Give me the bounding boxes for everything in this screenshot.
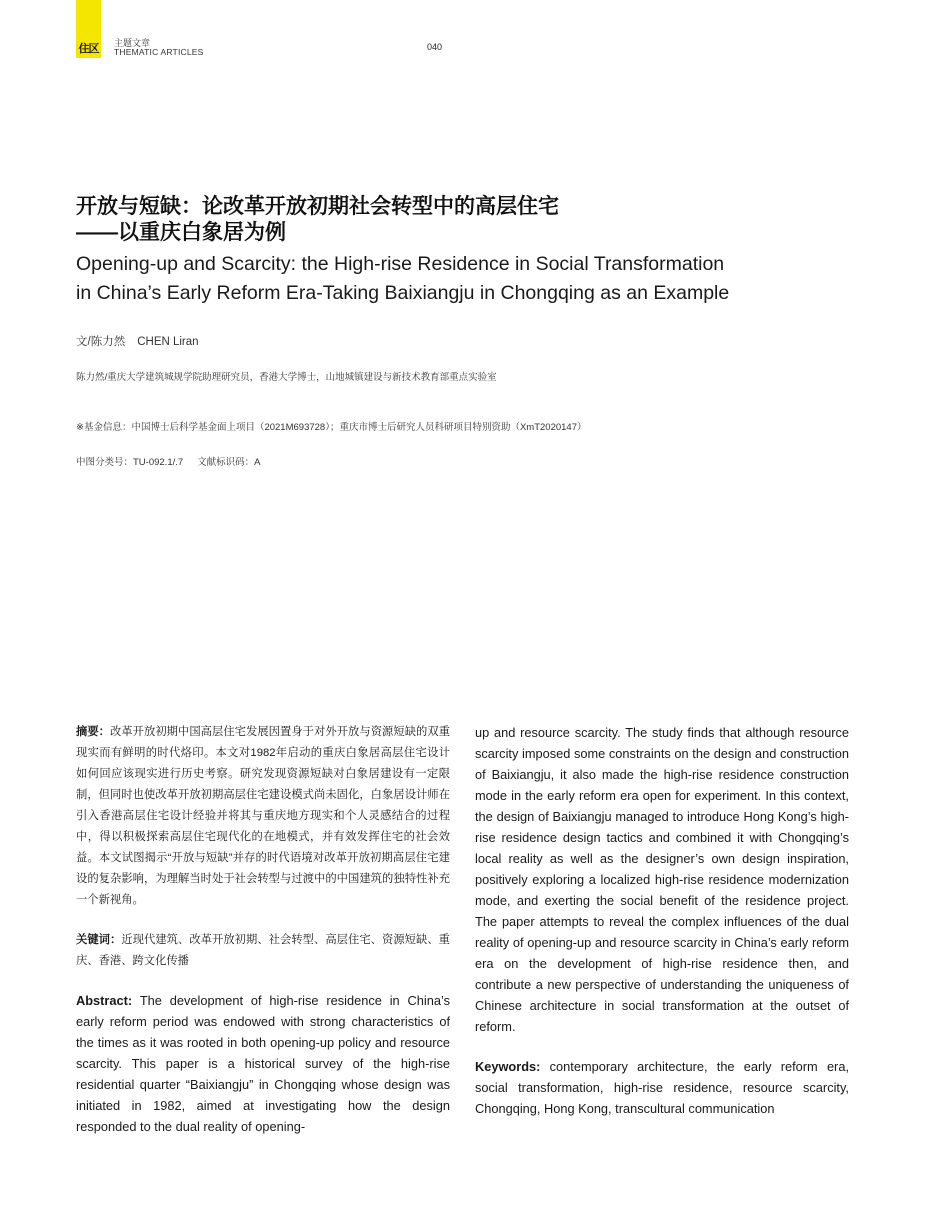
title-cn — [76, 194, 776, 246]
journal-logo — [76, 0, 101, 58]
document-code: 文献标识码：A — [197, 457, 261, 468]
author-en: CHEN Liran — [137, 336, 199, 348]
title-cn-line2: ——以重庆白象居为例 — [76, 221, 286, 244]
keywords-cn-label: 关键词： — [76, 934, 122, 946]
author-line — [76, 333, 199, 349]
section-label-cn: 主题文章 — [114, 38, 151, 48]
abstract-en-text-left: The development of high-rise residence in China’s early reform period was endowed with strong characteristics of the times as it was rooted in both opening-up policy and resource scarcity. This paper is a historical survey of the high-rise residential quarter “Baixiangju” in Chongqing whose design was initiated in 1982, aimed at investigating how the design responded to the dual reality of opening- — [76, 993, 450, 1134]
clc-number: 中图分类号：TU-092.1/.7 — [76, 457, 184, 468]
title-en-line2: in China’s Early Reform Era-Taking Baixiangju in Chongqing as an Example — [76, 282, 730, 304]
abstract-cn-label: 摘要： — [76, 726, 111, 738]
abstract-en-text-right: up and resource scarcity. The study finds that although resource scarcity imposed some constraints on the design and construction of Baixiangju, it also made the high-rise residence construction mode in the early reform era open for experiment. In this context, the design of Baixiangju managed to introduce Hong Kong’s high-rise residence design tactics and combined it with Chongqing’s local reality as well as the designer’s own design inspiration, positively exploring a localized high-rise residence modernization mode, and exerting the social benefit of the residence project. The paper attempts to reveal the complex influences of the dual reality of opening-up and resource scarcity in China’s early reform era on the development of high-rise residence then, and contribute a new perspective of understanding the uniqueness of Chinese architecture in social transformation at the outset of reform. — [475, 725, 849, 1034]
abstract-cn — [76, 722, 450, 911]
classification-line — [76, 454, 261, 468]
section-label-en: THEMATIC ARTICLES — [114, 47, 204, 57]
author-affiliation: 陈力然/重庆大学建筑城规学院助理研究员，香港大学博士，山地城镇建设与新技术教育部重点实验室 — [76, 372, 497, 383]
keywords-cn-text: 近现代建筑、改革开放初期、社会转型、高层住宅、资源短缺、重庆、香港、跨文化传播 — [76, 934, 450, 967]
abstract-en-continued — [475, 722, 849, 1037]
title-en — [76, 250, 776, 308]
funding-info: ※基金信息：中国博士后科学基金面上项目（2021M693728）；重庆市博士后研究人员科研项目特别资助（XmT2020147） — [76, 422, 587, 433]
abstract-cn-text: 改革开放初期中国高层住宅发展因置身于对外开放与资源短缺的双重现实而有鲜明的时代烙印。本文对1982年启动的重庆白象居高层住宅设计如何回应该现实进行历史考察。研究发现资源短缺对白象居建设有一定限制，但同时也使改革开放初期高层住宅建设模式尚未固化，白象居设计师在引入香港高层住宅设计经验并将其与重庆地方现实和个人灵感结合的过程中，得以积极探索高层住宅现代化的在地模式，并有效发挥住宅的社会效益。本文试图揭示“开放与短缺”并存的时代语境对改革开放初期高层住宅建设的复杂影响，为理解当时处于社会转型与过渡中的中国建筑的独特性补充一个新视角。 — [76, 726, 450, 906]
keywords-en-label: Keywords: — [475, 1059, 541, 1074]
page-number: 040 — [427, 42, 443, 52]
author-cn: 文/陈力然 — [76, 336, 126, 348]
abstract-en-label: Abstract: — [76, 993, 133, 1008]
keywords-en-text: contemporary architecture, the early reform era, social transformation, high-rise residence, resource scarcity, Chongqing, Hong Kong, transcultural communication — [475, 1059, 849, 1116]
keywords-en — [475, 1056, 849, 1119]
keywords-cn — [76, 930, 450, 972]
title-en-line1: Opening-up and Scarcity: the High-rise Residence in Social Transformation — [76, 253, 725, 275]
abstract-en — [76, 990, 450, 1137]
title-cn-line1: 开放与短缺：论改革开放初期社会转型中的高层住宅 — [76, 195, 559, 218]
left-column — [76, 722, 450, 1137]
journal-logo-text: 住区 — [78, 43, 99, 55]
right-column — [475, 722, 849, 1119]
